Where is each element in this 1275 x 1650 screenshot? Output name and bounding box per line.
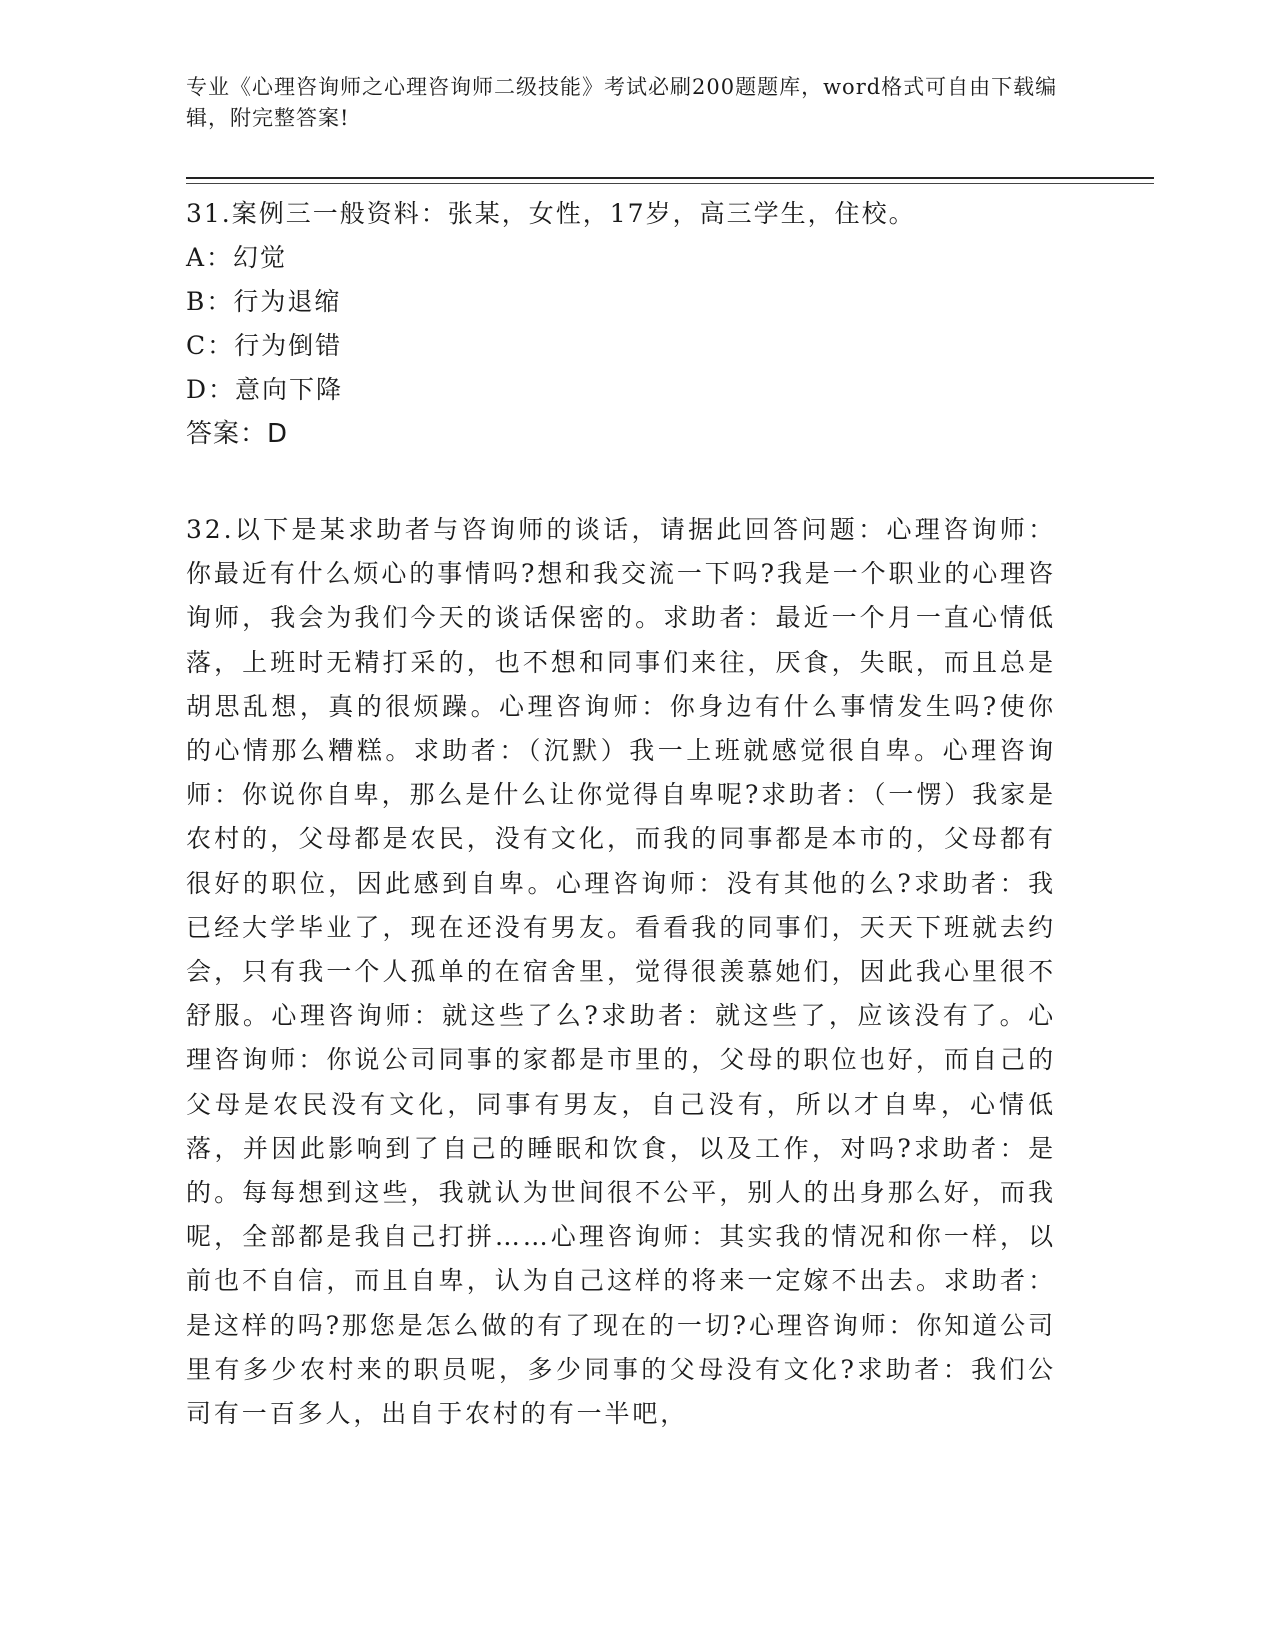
question-31 [186, 192, 1086, 456]
question-31-answer: 答案：D [186, 419, 289, 449]
option-c: C：行为倒错 [186, 331, 343, 360]
header-rule-thin [186, 183, 1154, 184]
option-b: B：行为退缩 [186, 287, 342, 316]
document-header: 专业《心理咨询师之心理咨询师二级技能》考试必刷200题题库，word格式可自由下载编辑，附完整答案! [186, 75, 1058, 130]
question-32-text: 32.以下是某求助者与咨询师的谈话，请据此回答问题：心理咨询师：你最近有什么烦心的事情吗?想和我交流一下吗?我是一个职业的心理咨询师，我会为我们今天的谈话保密的。求助者：最近一个月一直心情低落，上班时无精打采的，也不想和同事们来往，厌食，失眠，而且总是胡思乱想，真的很烦躁。心理咨询师：你身边有什么事情发生吗?使你的心情那么糟糕。求助者：（沉默）我一上班就感觉很自卑。心理咨询师：你说你自卑，那么是什么让你觉得自卑呢?求助者：（一愣）我家是农村的，父母都是农民，没有文化，而我的同事都是本市的，父母都有很好的职位，因此感到自卑。心理咨询师：没有其他的么?求助者：我已经大学毕业了，现在还没有男友。看看我的同事们，天天下班就去约会，只有我一个人孤单的在宿舍里，觉得很羡慕她们，因此我心里很不舒服。心理咨询师：就这些了么?求助者：就这些了，应该没有了。心理咨询师：你说公司同事的家都是市里的，父母的职位也好，而自己的父母是农民没有文化，同事有男友，自己没有，所以才自卑，心情低落，并因此影响到了自己的睡眠和饮食，以及工作，对吗?求助者：是的。每每想到这些，我就认为世间很不公平，别人的出身那么好，而我呢，全部都是我自己打拼……心理咨询师：其实我的情况和你一样，以前也不自信，而且自卑，认为自己这样的将来一定嫁不出去。求助者：是这样的吗?那您是怎么做的有了现在的一切?心理咨询师：你知道公司里有多少农村来的职员呢，多少同事的父母没有文化?求助者：我们公司有一百多人，出自于农村的有一半吧， [186, 515, 1056, 1429]
question-31-stem: 31.案例三一般资料：张某，女性，17岁，高三学生，住校。 [186, 199, 916, 228]
option-a: A：幻觉 [186, 243, 288, 272]
header-rule-thick [186, 177, 1154, 179]
option-d: D：意向下降 [186, 375, 344, 404]
